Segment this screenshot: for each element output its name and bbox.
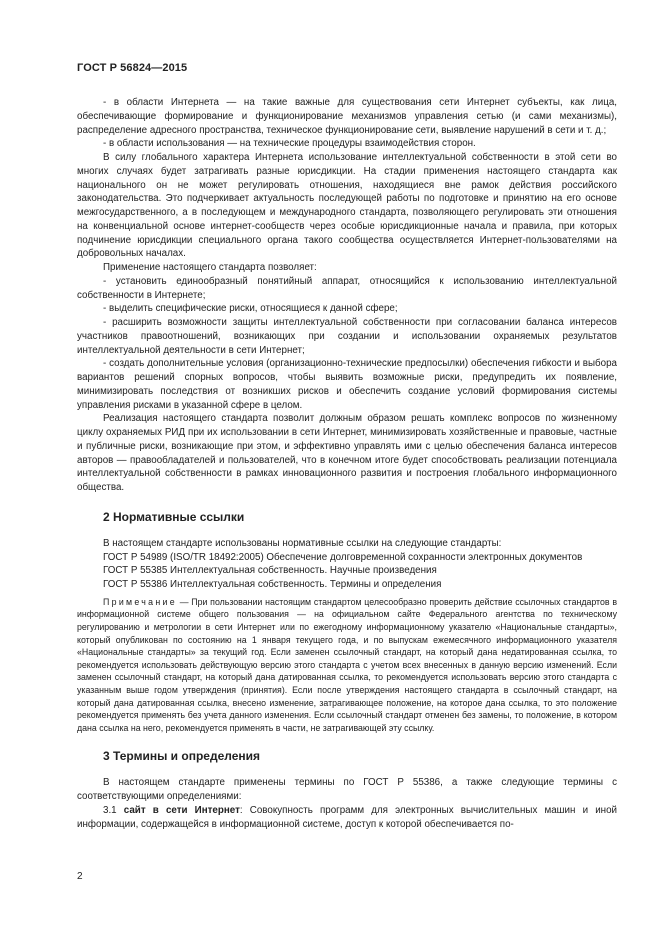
paragraph: В настоящем стандарте использованы нормативные ссылки на следующие стандарты: xyxy=(103,537,502,549)
paragraph: - расширить возможности защиты интеллектуальной собственности при согласовании баланса интересов участников правоотношений, возникающих при создании и использовании охраняемых результатов интеллектуальной деятельности в сети Интернет; xyxy=(77,317,617,356)
note-text: — При пользовании настоящим стандартом целесообразно проверить действие ссылочных стандартов в информационной системе общего пользования — на официальном сайте Федерального агентства по техническому регулированию и метрологии в сети Интернет или по ежегодному информационному указателю «Национальные стандарты», который опубликован по состоянию на 1 января текущего года, и по выпускам ежемесячного информационного указателя «Национальные стандарты» за текущий год. Если заменен ссылочный стандарт, на который дана недатированная ссылка, то рекомендуется использовать действующую версию этого стандарта с учетом всех внесенных в данную версию изменений. Если заменен ссылочный стандарт, на который дана датированная ссылка, то рекомендуется использовать версию этого стандарта с указанным выше годом утверждения (принятия). Если после утверждения настоящего стандарта в ссылочный стандарт, на который дана датированная ссылка, внесено изменение, затрагивающее положение, на которое дана ссылка, то это положение рекомендуется применять без учета данного изменения. Если ссылочный стандарт отменен без замены, то положение, в котором дана ссылка на него, рекомендуется применять в части, не затрагивающей эту ссылку. xyxy=(77,596,617,733)
paragraph: В настоящем стандарте применены термины по ГОСТ Р 55386, а также следующие термины с соответствующими определениями: xyxy=(77,777,617,803)
paragraph: - в области использования — на технические процедуры взаимодействия сторон. xyxy=(103,138,476,150)
reference-item: ГОСТ Р 54989 (ISO/TR 18492:2005) Обеспечение долговременной сохранности электронных документов xyxy=(103,551,583,563)
paragraph: - установить единообразный понятийный аппарат, относящийся к использованию интеллектуальной собственности в Интернете; xyxy=(77,275,617,301)
reference-item: ГОСТ Р 55386 Интеллектуальная собственность. Термины и определения xyxy=(103,579,442,590)
term-text: : Совокупность программ для электронных вычислительных машин и иной информации, содержащейся в информационной системе, доступ к которой обеспечивается по- xyxy=(77,804,617,830)
paragraph: - в области Интернета — на такие важные для существования сети Интернет субъекты, как лица, обеспечивающие формирование и функционирование механизмов управления сетью (и сами механизмы), распределение адресного пространства, техническое функционирование сети, выявление нарушений в сети и т. д.; xyxy=(77,97,617,136)
paragraph: Применение настоящего стандарта позволяет: xyxy=(103,262,317,273)
term-definition xyxy=(77,804,617,832)
document-header: ГОСТ Р 56824—2015 xyxy=(77,62,188,74)
section-heading-normative-references: 2 Нормативные ссылки xyxy=(103,509,245,524)
paragraph: - создать дополнительные условия (организационно-технические предпосылки) обеспечения гибкости и выбора вариантов решений спорных вопросов, чтобы выявить возможные риски, предупредить их появление, минимизировать последствия от возникших рисков и обеспечить создание условий формирования системы управления рисками в указанной сфере в целом. xyxy=(77,358,617,411)
note-paragraph xyxy=(77,596,617,735)
paragraph: Реализация настоящего стандарта позволит должным образом решать комплекс вопросов по жизненному циклу охраняемых РИД при их использовании в сети Интернет, минимизировать хозяйственные и правовые, частные и публичные риски, возникающие при этом, и эффективно управлять ими с целью обеспечения баланса интересов авторов — правообладателей и пользователей, что в конечном итоге будет способствовать реализации потенциала интеллектуальной собственности в рамках инновационного развития и построения глобального информационного общества. xyxy=(77,413,617,493)
term-number: 3.1 xyxy=(103,804,124,816)
reference-item: ГОСТ Р 55385 Интеллектуальная собственность. Научные произведения xyxy=(103,565,437,577)
paragraph: В силу глобального характера Интернета использование интеллектуальной собственности в этой сети во многих случаях будет затрагивать разные юрисдикции. На стадии применения настоящего стандарта как национального он не может регулировать отношения, находящиеся вне рамок действия российского законодательства. Это подчеркивает актуальность последующей работы по подготовке и принятию на его основе межгосударственного, а в последующем и международного стандарта, позволяющего регулировать эти отношения на конвенциальной основе интернет-сообществ через особые юрисдикционные начала и правила, при которых подчинение юрисдикции специального органа такого сообщества осуществляется Интернет-пользователями на добровольных началах. xyxy=(77,152,617,260)
page-number: 2 xyxy=(77,871,83,882)
term-name: сайт в сети Интернет xyxy=(123,804,240,816)
paragraph: - выделить специфические риски, относящиеся к данной сфере; xyxy=(103,303,398,315)
note-label: Примечание xyxy=(103,596,177,607)
page-content xyxy=(77,96,617,831)
section-heading-terms: 3 Термины и определения xyxy=(103,749,261,764)
